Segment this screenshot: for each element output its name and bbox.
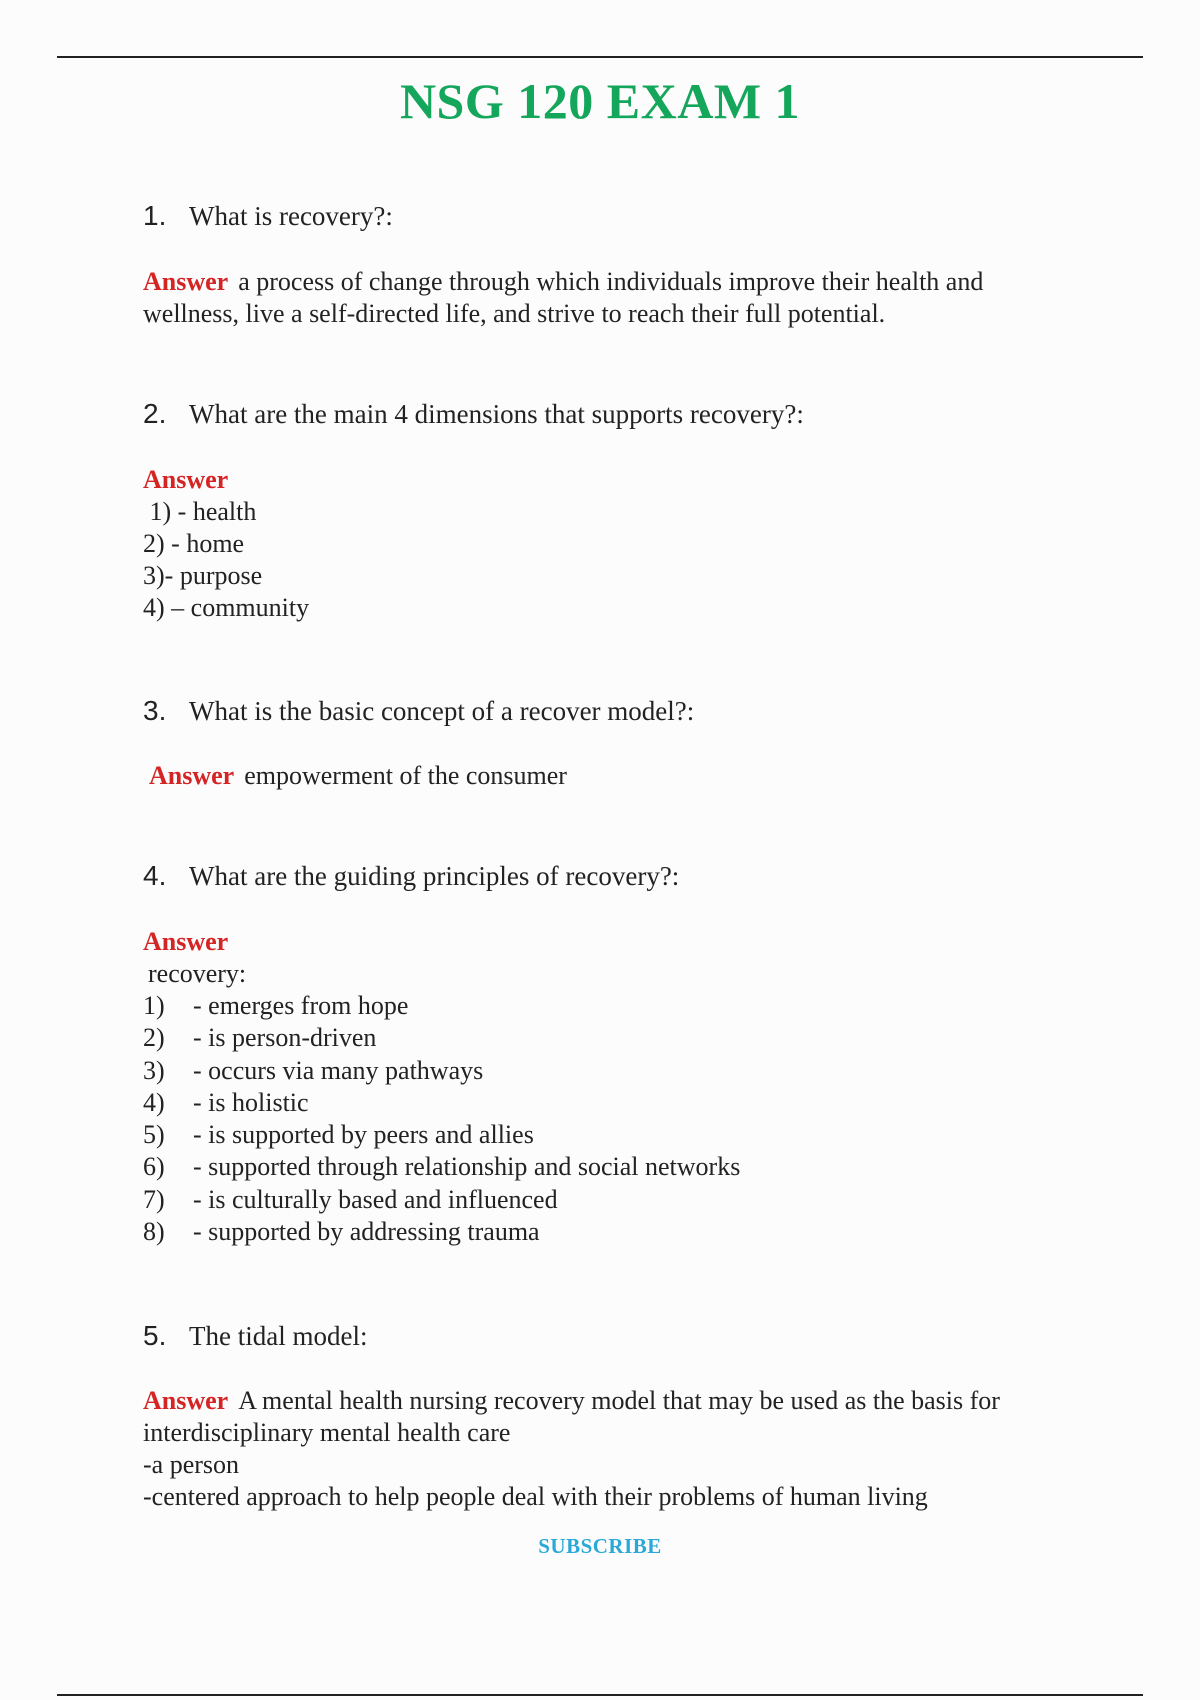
answer-line: A mental health nursing recovery model that may be used as the basis for (238, 1386, 1000, 1415)
answer-line: 1) - health (143, 497, 257, 526)
question-5 (143, 1320, 367, 1352)
answer-line: 2) - home (143, 529, 245, 558)
list-item: 7) - is culturally based and influenced (143, 1184, 558, 1214)
answer-2 (143, 464, 1083, 624)
bottom-rule (57, 1694, 1143, 1696)
answer-line: empowerment of the consumer (244, 761, 567, 790)
answer-line: 3)- purpose (143, 561, 263, 590)
list-item: 3) - occurs via many pathways (143, 1055, 484, 1085)
list-item: 2) - is person-driven (143, 1023, 377, 1053)
question-text: What is the basic concept of a recover model?: (189, 696, 695, 726)
answer-label: Answer (143, 465, 229, 494)
answer-label: Answer (143, 267, 229, 296)
question-number: 1. (143, 200, 167, 231)
answer-intro: recovery: (148, 959, 247, 988)
question-number: 2. (143, 398, 167, 429)
subscribe-link[interactable]: SUBSCRIBE (538, 1534, 662, 1558)
answer-line: wellness, live a self-directed life, and strive to reach their full potential. (143, 299, 886, 328)
list-item: 5) - is supported by peers and allies (143, 1120, 534, 1150)
question-text: The tidal model: (189, 1321, 368, 1351)
question-number: 5. (143, 1320, 167, 1351)
page-title: NSG 120 EXAM 1 (399, 73, 801, 129)
answer-line: -centered approach to help people deal with their problems of human living (143, 1482, 928, 1511)
top-rule (57, 56, 1143, 58)
answer-label: Answer (149, 761, 235, 790)
question-text: What are the guiding principles of recovery?: (189, 861, 680, 891)
list-item: 1) - emerges from hope (143, 991, 409, 1020)
answer-line: interdisciplinary mental health care (143, 1418, 511, 1447)
question-number: 3. (143, 695, 167, 726)
question-number: 4. (143, 860, 167, 891)
answer-line: 4) – community (143, 593, 310, 622)
answer-line: -a person (143, 1450, 240, 1479)
question-2 (143, 398, 804, 430)
answer-line: a process of change through which individuals improve their health and (238, 267, 984, 296)
question-1 (143, 200, 393, 232)
list-item: 6) - supported through relationship and social networks (143, 1152, 741, 1182)
answer-label: Answer (143, 927, 229, 956)
answer-3 (149, 760, 1089, 792)
answer-1 (143, 266, 1083, 330)
list-item: 4) - is holistic (143, 1087, 309, 1117)
question-text: What are the main 4 dimensions that supports recovery?: (189, 399, 804, 429)
principles-list (143, 990, 740, 1248)
question-text: What is recovery?: (189, 201, 393, 231)
question-4 (143, 860, 679, 892)
question-3 (143, 695, 694, 727)
list-item: 8) - supported by addressing trauma (143, 1217, 540, 1247)
answer-4 (143, 926, 1083, 990)
answer-label: Answer (143, 1386, 229, 1415)
answer-5 (143, 1385, 1103, 1513)
